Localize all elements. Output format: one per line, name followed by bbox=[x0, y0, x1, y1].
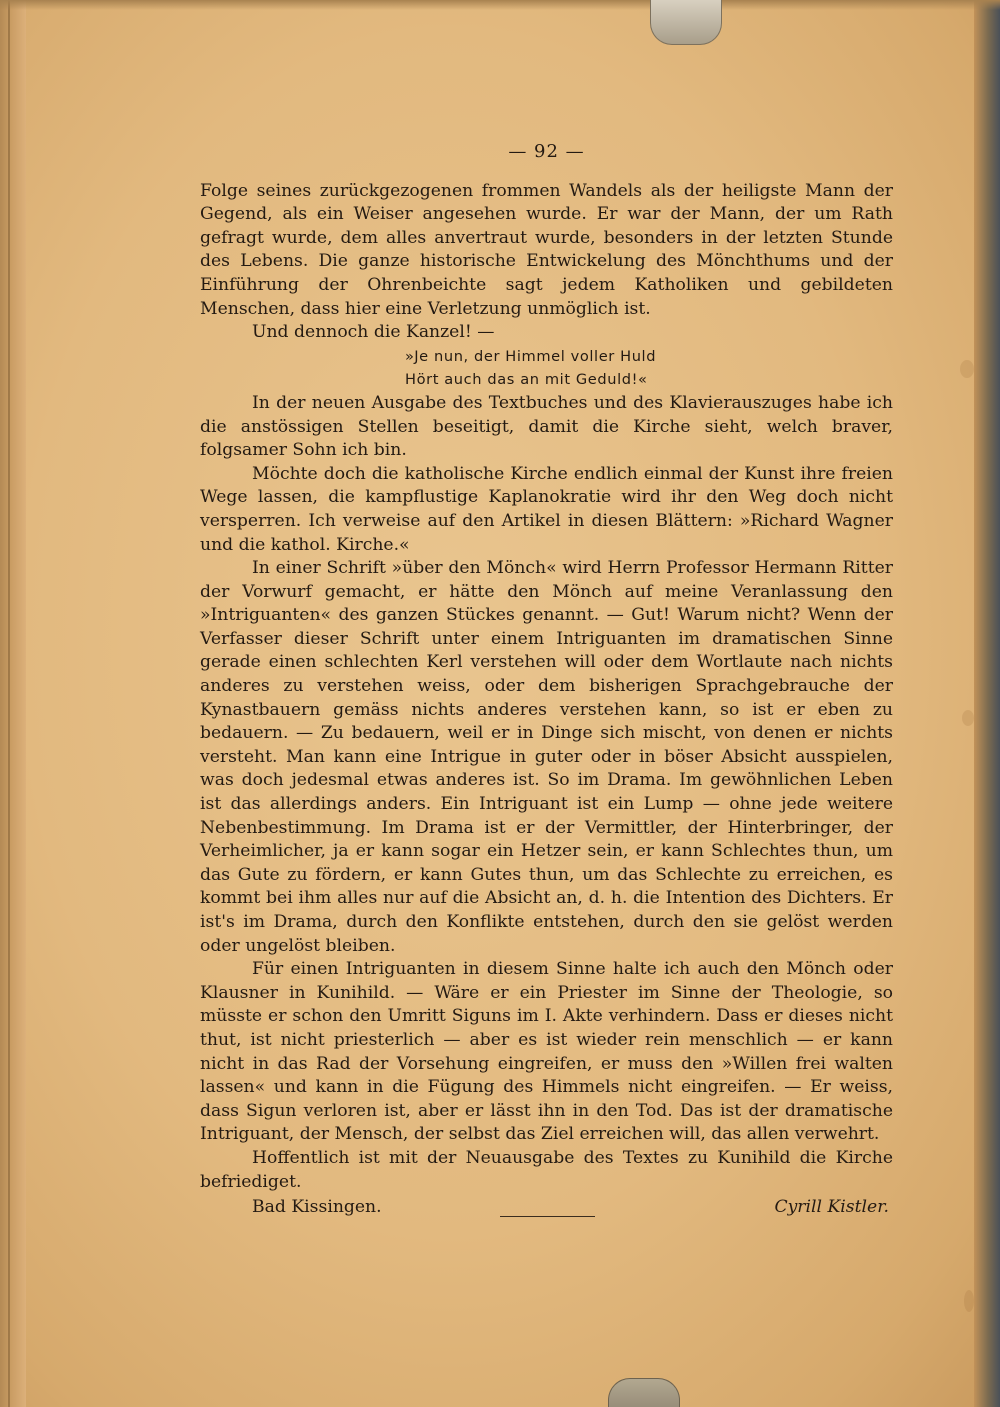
stain-mark bbox=[960, 360, 974, 378]
clip-tab-top bbox=[650, 0, 722, 45]
paragraph: Und dennoch die Kanzel! — bbox=[252, 322, 495, 343]
page-top-edge bbox=[0, 0, 1000, 10]
clip-tab-bottom bbox=[608, 1378, 680, 1407]
signature-row bbox=[200, 1196, 893, 1222]
page-right-edge bbox=[974, 0, 1000, 1407]
paragraph: In der neuen Ausgabe des Textbuches und des Klavierauszuges habe ich die anstössigen Stellen beseitigt, damit die Kirche sieht, welch braver, folgsamer Sohn ich bin. bbox=[200, 392, 893, 461]
separator-rule bbox=[500, 1216, 595, 1217]
author-signature: Cyrill Kistler. bbox=[774, 1197, 889, 1218]
paragraph: Möchte doch die katholische Kirche endlich einmal der Kunst ihre freien Wege lassen, die kampflustige Kaplanokratie wird ihr den Weg doch nicht versperren. Ich verweise auf den Artikel in diesen Blättern: »Richard Wagner und die kathol. Kirche.« bbox=[200, 463, 893, 555]
page-text bbox=[200, 140, 893, 1222]
verse-line: »Je nun, der Himmel voller Huld bbox=[405, 347, 657, 365]
verse-quote bbox=[200, 345, 893, 392]
closing-line: Hoffentlich ist mit der Neuausgabe des Textes zu Kunihild die Kirche befriediget. bbox=[200, 1147, 893, 1192]
paragraph: Für einen Intriguanten in diesem Sinne halte ich auch den Mönch oder Klausner in Kunihild. — Wäre er ein Priester im Sinne der Theologie, so müsste er schon den Umritt Siguns im I. Akte verhindern. Dass er dieses nicht thut, ist nicht priesterlich — aber es ist wieder rein menschlich — er kann nicht in das Rad der Vorsehung eingreifen, er muss den »Willen frei walten lassen« und kann in die Fügung des Himmels nicht eingreifen. — Er weiss, dass Sigun verloren ist, aber er lässt ihn in den Tod. Das ist der dramatische Intriguant, der Mensch, der selbst das Ziel erreichen will, das allen verwehrt. bbox=[200, 959, 893, 1145]
stain-mark bbox=[964, 1290, 974, 1312]
paragraph: In einer Schrift »über den Mönch« wird Herrn Professor Hermann Ritter der Vorwurf gemacht, er hätte den Mönch auf meine Veranlassung den »Intriguanten« des ganzen Stückes genannt. — Gut! Warum nicht? Wenn der Verfasser dieser Schrift unter einem Intriguanten im dramatischen Sinne gerade einen schlechten Kerl verstehen will oder dem Wortlaute nach nichts anderes zu verstehen weiss, oder dem bisherigen Sprachgebrauche der Kynastbauern gemäss nichts anderes verstehen kann, so ist er eben zu bedauern. — Zu bedauern, weil er in Dinge sich mischt, von denen er nichts versteht. Man kann eine Intrigue in guter oder in böser Absicht ausspielen, was doch jedesmal etwas anderes ist. So im Drama. Im gewöhnlichen Leben ist das allerdings anders. Ein Intriguant ist ein Lump — ohne jede weitere Nebenbestimmung. Im Drama ist er der Vermittler, der Hinterbringer, der Verheimlicher, ja er kann sogar ein Hetzer sein, er kann Schlechtes thun, um das Gute zu fördern, er kann Gutes thun, um das Schlechte zu erreichen, es kommt bei ihm alles nur auf die Absicht an, d. h. die Intention des Dichters. Er ist's im Drama, durch den Konflikte entstehen, durch den sie gelöst werden oder ungelöst bleiben. bbox=[200, 558, 893, 956]
page-number: — 92 — bbox=[508, 141, 585, 162]
stain-mark bbox=[962, 710, 974, 726]
page-left-edge bbox=[0, 0, 26, 1407]
place-name: Bad Kissingen. bbox=[252, 1197, 382, 1218]
paragraph: Folge seines zurückgezogenen frommen Wandels als der heiligste Mann der Gegend, als ein Weiser angesehen wurde. Er war der Mann, der um Rath gefragt wurde, dem alles anvertraut wurde, besonders in der letzten Stunde des Lebens. Die ganze historische Entwickelung des Mönchthums und der Einführung der Ohrenbeichte sagt jedem Katholiken und gebildeten Menschen, dass hier eine Verletzung unmöglich ist. bbox=[200, 180, 893, 319]
verse-line: Hört auch das an mit Geduld!« bbox=[405, 371, 648, 389]
